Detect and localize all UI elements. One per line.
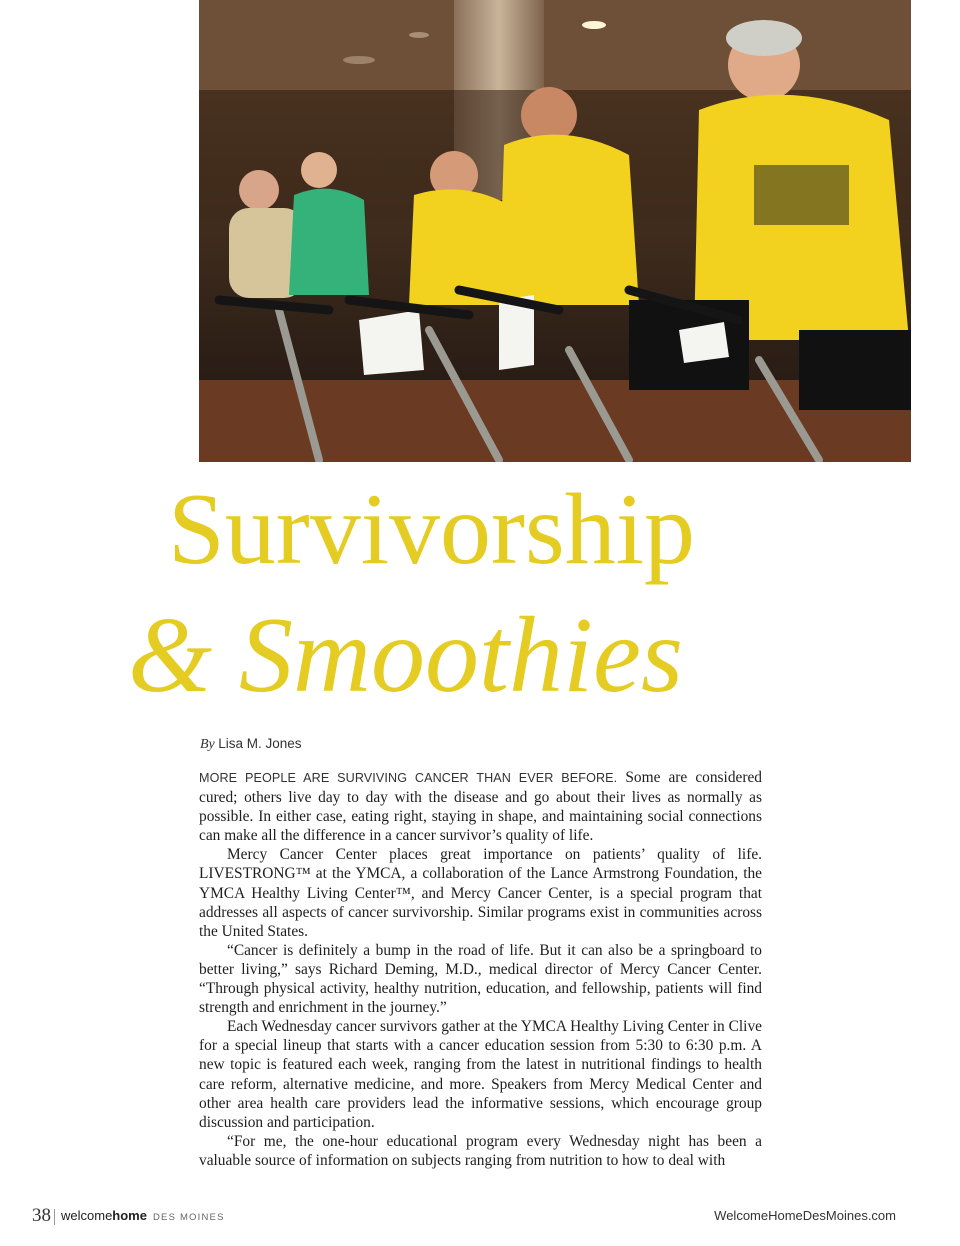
article-body — [199, 768, 762, 1170]
footer-divider — [54, 1209, 55, 1225]
magazine-name-home: home — [112, 1208, 147, 1223]
hero-photo — [199, 0, 911, 462]
byline-author: Lisa M. Jones — [218, 736, 302, 751]
paragraph-2: Mercy Cancer Center places great importance on patients’ quality of life. LIVESTRONG™ at the YMCA, a collaboration of the Lance Armstrong Foundation, the YMCA Healthy Living Center™, and Mercy Cancer Center, is a special program that addresses all aspects of cancer survivorship. Similar programs exist in communities across the United States. — [199, 846, 762, 940]
paragraph-3: “Cancer is definitely a bump in the road of life. But it can also be a springboard to better living,” says Richard Deming, M.D., medical director of Mercy Cancer Center. “Through physical activity, healthy nutrition, education, and fellowship, patients will find strength and enrichment in the journey.” — [199, 941, 762, 1017]
article-title-line2: & Smoothies — [128, 596, 683, 715]
byline — [200, 736, 302, 753]
paragraph-4: Each Wednesday cancer survivors gather at the YMCA Healthy Living Center in Clive for a special lineup that starts with a cancer education session from 5:30 to 6:30 p.m. A new topic is featured each week, ranging from the latest in nutritional findings to health care reform, alternative medicine, and more. Speakers from Mercy Medical Center and other area health care providers lead the informative sessions, which encourage group discussion and participation. — [199, 1018, 762, 1131]
article-title-line1: Survivorship — [168, 473, 696, 586]
magazine-name — [61, 1208, 225, 1223]
magazine-name-welcome: welcome — [61, 1208, 113, 1223]
website-link[interactable]: WelcomeHomeDesMoines.com — [714, 1208, 896, 1223]
paragraph-5: “For me, the one-hour educational program every Wednesday night has been a valuable source of information on subjects ranging from nutrition to how to deal with — [199, 1132, 762, 1169]
byline-by: By — [200, 737, 215, 752]
page-number: 38 — [32, 1205, 51, 1226]
magazine-city: DES MOINES — [152, 1212, 225, 1223]
lead-in-caps: MORE PEOPLE ARE SURVIVING CANCER THAN EVER BEFORE. — [199, 771, 618, 785]
paragraph-1 — [199, 768, 762, 845]
cycling-class-illustration — [199, 0, 911, 462]
page-footer — [0, 1205, 960, 1229]
paragraph-1-text: Some are considered cured; others live day to day with the disease and go about their lives as normally as possible. In either case, eating right, staying in shape, and maintaining social connections can make all the difference in a cancer survivor’s quality of life. — [199, 769, 762, 845]
